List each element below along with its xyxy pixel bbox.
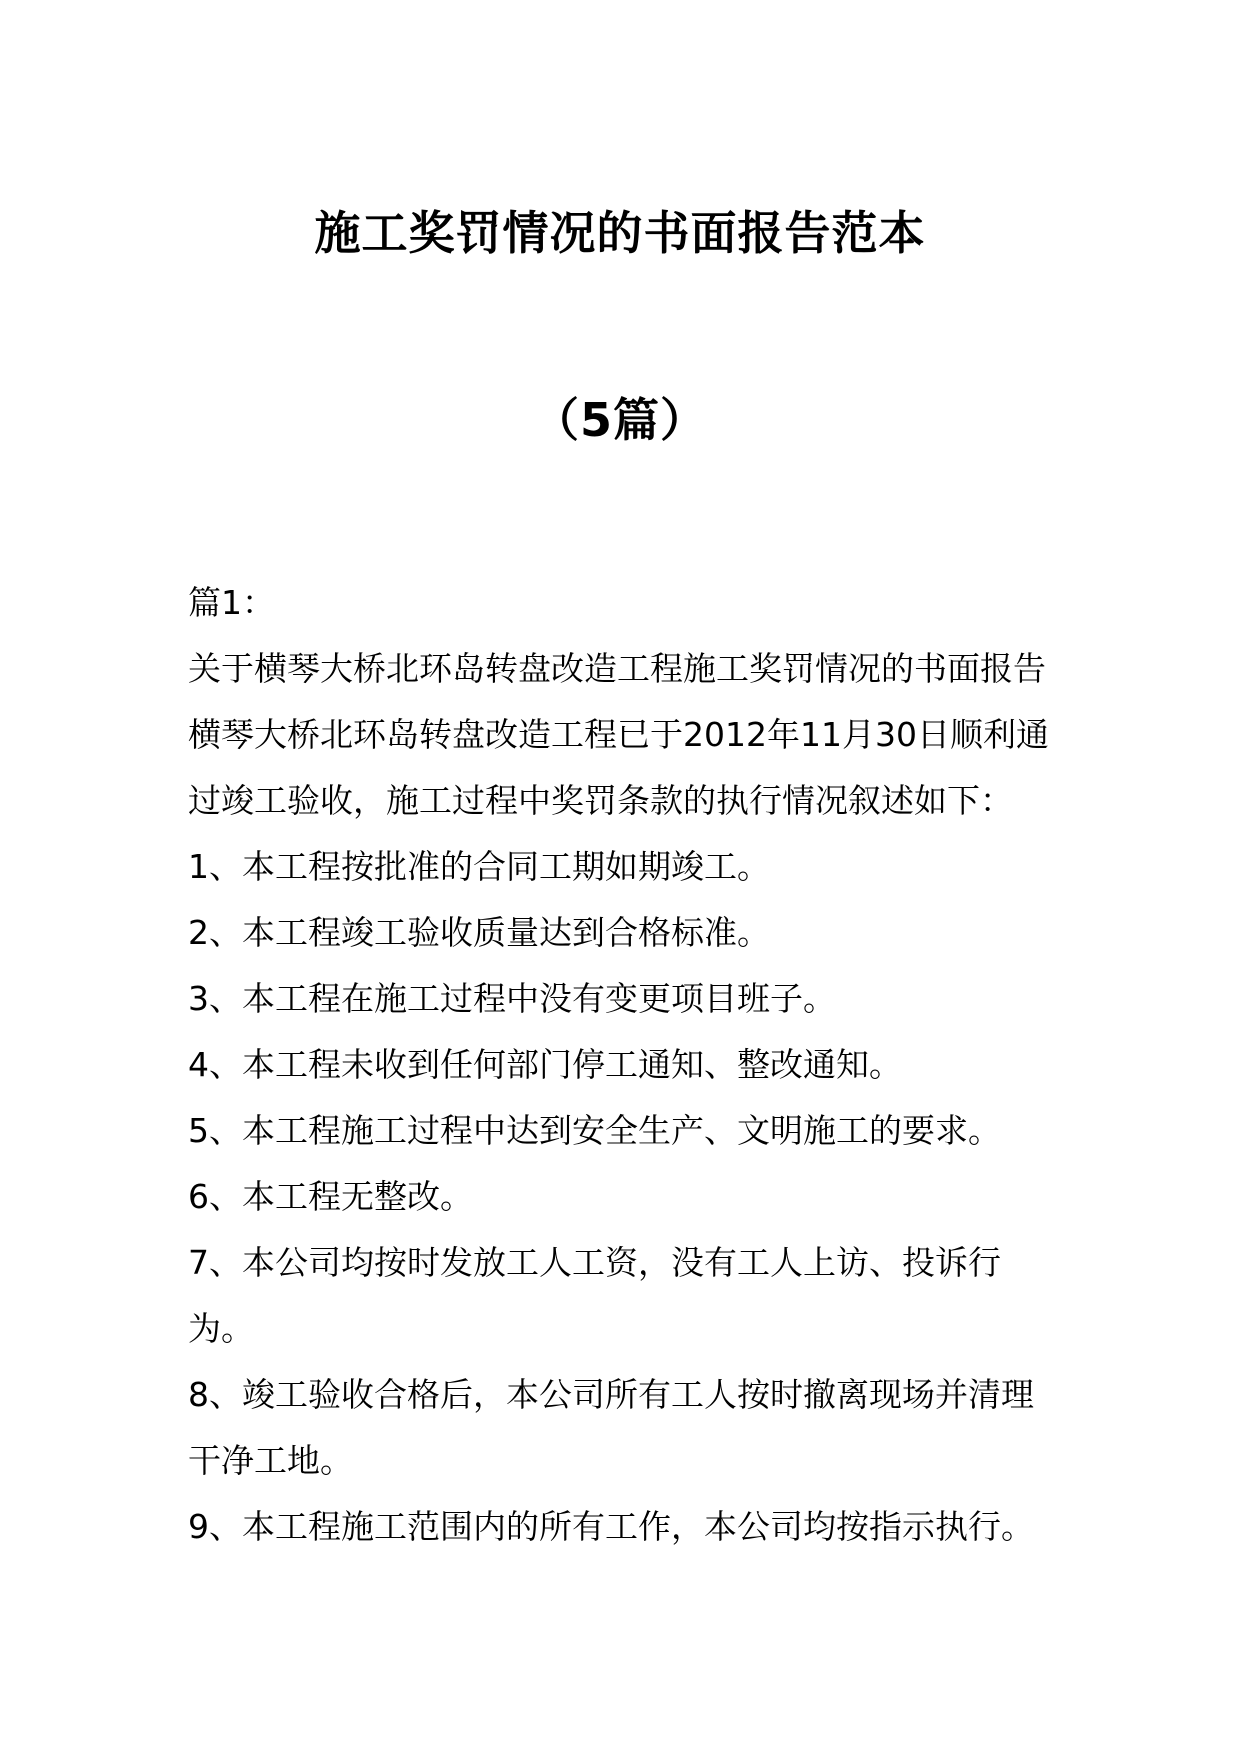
list-item: 5、本工程施工过程中达到安全生产、文明施工的要求。 — [188, 1111, 1001, 1150]
intro-paragraph: 横琴大桥北环岛转盘改造工程已于2012年11月30日顺利通过竣工验收，施工过程中奖罚条款的执行情况叙述如下： — [188, 715, 1049, 820]
list-item: 1、本工程按批准的合同工期如期竣工。 — [188, 847, 770, 886]
list-item: 8、竣工验收合格后，本公司所有工人按时撤离现场并清理干净工地。 — [188, 1375, 1034, 1480]
report-heading: 关于横琴大桥北环岛转盘改造工程施工奖罚情况的书面报告 — [188, 649, 1046, 688]
list-item: 6、本工程无整改。 — [188, 1177, 473, 1216]
section-label: 篇1： — [188, 583, 275, 622]
document-title: 施工奖罚情况的书面报告范本 — [314, 206, 926, 260]
document-subtitle: （5篇） — [532, 393, 707, 447]
list-item: 2、本工程竣工验收质量达到合格标准。 — [188, 913, 770, 952]
list-item: 9、本工程施工范围内的所有工作，本公司均按指示执行。 — [188, 1507, 1034, 1546]
document-body — [188, 570, 1058, 1560]
list-item: 4、本工程未收到任何部门停工通知、整改通知。 — [188, 1045, 902, 1084]
list-item: 7、本公司均按时发放工人工资，没有工人上访、投诉行为。 — [188, 1243, 1001, 1348]
list-item: 3、本工程在施工过程中没有变更项目班子。 — [188, 979, 836, 1018]
